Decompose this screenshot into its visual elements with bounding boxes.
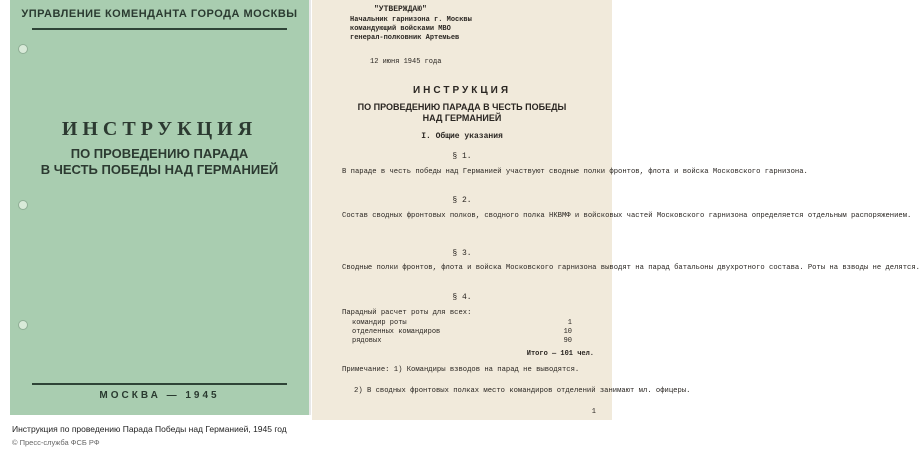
paragraph-3: Сводные полки фронтов, флота и войска Московского гарнизона выводят на парад батальоны двухротного состава. Роты на взводы не делятся. <box>342 264 920 272</box>
image-credit: © Пресс-служба ФСБ РФ <box>12 438 100 447</box>
page-number: 1 <box>591 408 596 416</box>
document-first-page <box>312 0 920 420</box>
calc-total: Итого — 101 чел. <box>526 350 594 358</box>
paragraph-number: § 1. <box>452 152 472 161</box>
paragraph-number: § 3. <box>452 249 472 258</box>
cover-title: ИНСТРУКЦИЯ <box>61 118 258 140</box>
page-subheading-2: НАД ГЕРМАНИЕЙ <box>422 113 502 123</box>
binding-hole-icon <box>18 44 28 54</box>
image-caption: Инструкция по проведению Парада Победы над Германией, 1945 год <box>12 424 287 434</box>
cover-city-year: МОСКВА — 1945 <box>99 390 220 401</box>
calc-row-label: командир роты <box>352 319 407 327</box>
paragraph-number: § 2. <box>452 196 472 205</box>
cover-ministry: УПРАВЛЕНИЕ КОМЕНДАНТА ГОРОДА МОСКВЫ <box>21 8 298 20</box>
calc-row-value: 1 <box>567 319 572 327</box>
page-heading: ИНСТРУКЦИЯ <box>412 85 512 96</box>
calc-row-value: 90 <box>563 337 572 345</box>
paragraph-2: Состав сводных фронтовых полков, сводного полка НКВМФ и войсковых частей Московского гарнизона определяется отдельным распоряжением. <box>342 212 912 220</box>
calc-row-label: рядовых <box>352 337 382 345</box>
section-title: I. Общие указания <box>421 132 503 141</box>
binding-hole-icon <box>18 320 28 330</box>
note-1: Примечание: 1) Командиры взводов на парад не выводятся. <box>342 366 580 374</box>
paragraph-1: В параде в честь победы над Германией участвуют сводные полки фронтов, флота и войска Московского гарнизона. <box>342 168 808 176</box>
approve-date: 12 июня 1945 года <box>370 58 442 66</box>
paragraph-number: § 4. <box>452 293 472 302</box>
document-cover <box>10 0 311 415</box>
cover-subtitle-2: В ЧЕСТЬ ПОБЕДЫ НАД ГЕРМАНИЕЙ <box>40 162 279 177</box>
calc-row-value: 10 <box>563 328 572 336</box>
approve-line: генерал-полковник Артемьев <box>350 34 460 42</box>
approve-line: командующий войсками МВО <box>350 25 451 33</box>
page-subheading-1: ПО ПРОВЕДЕНИЮ ПАРАДА В ЧЕСТЬ ПОБЕДЫ <box>357 102 567 112</box>
cover-top-rule <box>32 28 287 30</box>
paragraph-4: Парадный расчет роты для всех: <box>342 309 472 317</box>
approve-line: Начальник гарнизона г. Москвы <box>350 16 472 24</box>
cover-subtitle-1: ПО ПРОВЕДЕНИЮ ПАРАДА <box>70 146 249 161</box>
approve-title: "УТВЕРЖДАЮ" <box>374 5 427 14</box>
binding-hole-icon <box>18 200 28 210</box>
note-2: 2) В сводных фронтовых полках место командиров отделений занимают мл. офицеры. <box>354 387 691 395</box>
calc-row-label: отделенных командиров <box>352 328 441 336</box>
cover-bottom-rule <box>32 383 287 385</box>
